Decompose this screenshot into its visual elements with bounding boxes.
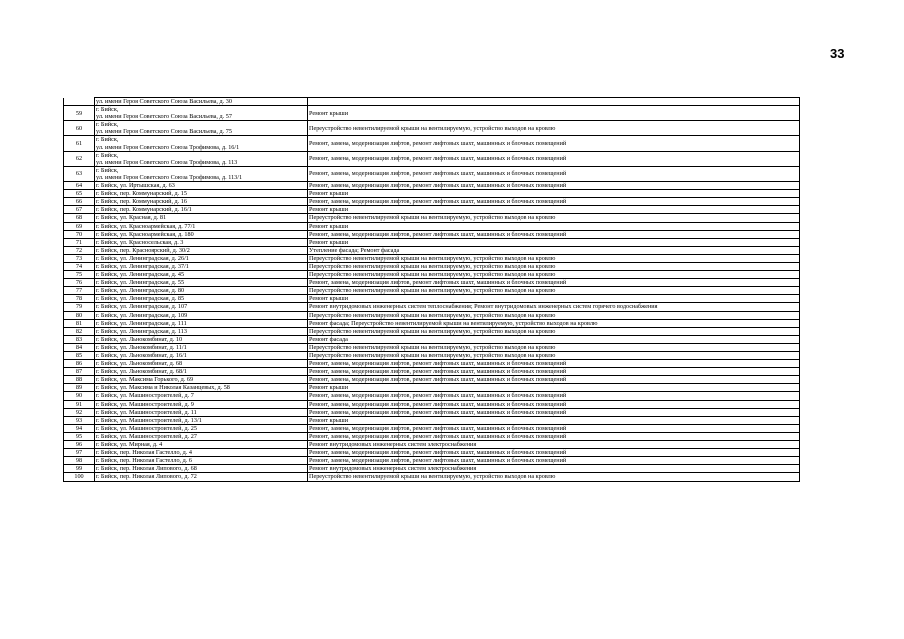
work-type-cell: Переустройство невентилируемой крыши на вентилируемую, устройство выходов на кровлю bbox=[308, 287, 800, 295]
address-line: г. Бийск, ул. Красная, д. 81 bbox=[96, 214, 167, 222]
address-line: ул. имени Героя Советского Союза Васильева, д. 30 bbox=[96, 98, 232, 105]
row-number: 73 bbox=[64, 254, 95, 262]
work-type-cell: Ремонт, замена, модернизация лифтов, ремонт лифтовых шахт, машинных и блочных помещений bbox=[308, 166, 800, 181]
table-row bbox=[64, 352, 800, 360]
table-row bbox=[64, 206, 800, 214]
table-row bbox=[64, 295, 800, 303]
address-cell bbox=[95, 254, 308, 262]
work-type-cell: Ремонт, замена, модернизация лифтов, ремонт лифтовых шахт, машинных и блочных помещений bbox=[308, 151, 800, 166]
row-number: 85 bbox=[64, 352, 95, 360]
row-number: 71 bbox=[64, 238, 95, 246]
row-number: 98 bbox=[64, 457, 95, 465]
repair-registry-table bbox=[63, 97, 800, 482]
address-cell bbox=[95, 198, 308, 206]
row-number: 72 bbox=[64, 246, 95, 254]
address-cell bbox=[95, 352, 308, 360]
table-row bbox=[64, 424, 800, 432]
row-number: 82 bbox=[64, 327, 95, 335]
address-line: г. Бийск, ул. Ленинградская, д. 113 bbox=[96, 327, 187, 335]
row-number: 91 bbox=[64, 400, 95, 408]
address-cell bbox=[95, 279, 308, 287]
address-line: г. Бийск, ул. Ленинградская, д. 80 bbox=[96, 287, 185, 295]
address-line: г. Бийск, bbox=[96, 136, 119, 144]
address-cell bbox=[95, 271, 308, 279]
work-type-cell: Ремонт внутридомовых инженерных систем электроснабжения bbox=[308, 465, 800, 473]
work-type-cell: Ремонт, замена, модернизация лифтов, ремонт лифтовых шахт, машинных и блочных помещений bbox=[308, 198, 800, 206]
table-row bbox=[64, 319, 800, 327]
address-cell bbox=[95, 319, 308, 327]
work-type-cell: Ремонт внутридомовых инженерных систем электроснабжения bbox=[308, 441, 800, 449]
address-line: г. Бийск, пер. Коммунарский, д. 16/1 bbox=[96, 206, 192, 214]
row-number: 92 bbox=[64, 408, 95, 416]
address-line: г. Бийск, пер. Коммунарский, д. 15 bbox=[96, 190, 187, 198]
row-number: 88 bbox=[64, 376, 95, 384]
table-row bbox=[64, 327, 800, 335]
table-row bbox=[64, 279, 800, 287]
work-type-cell: Ремонт фасада bbox=[308, 335, 800, 343]
row-number: 78 bbox=[64, 295, 95, 303]
address-cell bbox=[95, 360, 308, 368]
work-type-cell: Переустройство невентилируемой крыши на вентилируемую, устройство выходов на кровлю bbox=[308, 254, 800, 262]
row-number: 79 bbox=[64, 303, 95, 311]
work-type-cell: Ремонт, замена, модернизация лифтов, ремонт лифтовых шахт, машинных и блочных помещений bbox=[308, 392, 800, 400]
table-row bbox=[64, 262, 800, 270]
address-cell bbox=[95, 335, 308, 343]
address-cell bbox=[95, 206, 308, 214]
address-line: г. Бийск, ул. Ленинградская, д. 45 bbox=[96, 271, 185, 279]
table-row bbox=[64, 441, 800, 449]
row-number: 100 bbox=[64, 473, 95, 481]
address-line: г. Бийск, ул. Красносельская, д. 3 bbox=[96, 238, 184, 246]
address-line: г. Бийск, bbox=[96, 106, 119, 114]
table-row bbox=[64, 343, 800, 351]
work-type-cell: Ремонт крыши bbox=[308, 384, 800, 392]
work-type-cell: Переустройство невентилируемой крыши на вентилируемую, устройство выходов на кровлю bbox=[308, 271, 800, 279]
work-type-cell: Переустройство невентилируемой крыши на вентилируемую, устройство выходов на кровлю bbox=[308, 343, 800, 351]
address-line: г. Бийск, ул. Красноармейская, д. 77/1 bbox=[96, 222, 196, 230]
work-type-cell: Ремонт, замена, модернизация лифтов, ремонт лифтовых шахт, машинных и блочных помещений bbox=[308, 182, 800, 190]
work-type-cell: Переустройство невентилируемой крыши на вентилируемую, устройство выходов на кровлю bbox=[308, 214, 800, 222]
address-line: г. Бийск, ул. Ленинградская, д. 55 bbox=[96, 279, 185, 287]
table-row bbox=[64, 473, 800, 481]
address-line: г. Бийск, пер. Николая Гастелло, д. 4 bbox=[96, 449, 192, 457]
row-number: 65 bbox=[64, 190, 95, 198]
address-cell bbox=[95, 311, 308, 319]
row-number: 68 bbox=[64, 214, 95, 222]
row-number: 76 bbox=[64, 279, 95, 287]
address-line: г. Бийск, ул. Машиностроителей, д. 7 bbox=[96, 392, 194, 400]
row-number: 62 bbox=[64, 151, 95, 166]
address-line: г. Бийск, ул. Ленинградская, д. 37/1 bbox=[96, 262, 189, 270]
row-number: 70 bbox=[64, 230, 95, 238]
address-cell bbox=[95, 408, 308, 416]
work-type-cell: Ремонт, замена, модернизация лифтов, ремонт лифтовых шахт, машинных и блочных помещений bbox=[308, 457, 800, 465]
row-number: 64 bbox=[64, 182, 95, 190]
table-row bbox=[64, 335, 800, 343]
work-type-cell: Ремонт крыши bbox=[308, 295, 800, 303]
work-type-cell: Ремонт, замена, модернизация лифтов, ремонт лифтовых шахт, машинных и блочных помещений bbox=[308, 368, 800, 376]
address-line: ул. имени Героя Советского Союза Васильева, д. 57 bbox=[96, 113, 232, 121]
work-type-cell: Ремонт крыши bbox=[308, 190, 800, 198]
table-row bbox=[64, 121, 800, 136]
address-line: г. Бийск, ул. Максима и Николая Казанцевых, д. 58 bbox=[96, 384, 230, 392]
table-row bbox=[64, 457, 800, 465]
address-line: г. Бийск, ул. Льнокомбинат, д. 68/1 bbox=[96, 368, 187, 376]
work-type-cell: Ремонт фасада; Переустройство невентилируемой крыши на вентилируемую, устройство выходов на кровлю bbox=[308, 319, 800, 327]
row-number: 93 bbox=[64, 416, 95, 424]
table-row bbox=[64, 400, 800, 408]
row-number: 83 bbox=[64, 335, 95, 343]
address-cell bbox=[95, 432, 308, 440]
address-line: ул. имени Героя Советского Союза Трофимова, д. 113 bbox=[96, 158, 238, 166]
table-row bbox=[64, 449, 800, 457]
address-line: г. Бийск, bbox=[96, 166, 119, 174]
address-cell bbox=[95, 166, 308, 181]
address-cell bbox=[95, 190, 308, 198]
row-number: 95 bbox=[64, 432, 95, 440]
row-number: 86 bbox=[64, 360, 95, 368]
address-cell bbox=[95, 106, 308, 121]
row-number: 94 bbox=[64, 424, 95, 432]
table-row bbox=[64, 246, 800, 254]
address-line: г. Бийск, ул. Красноармейская, д. 180 bbox=[96, 230, 194, 238]
address-cell bbox=[95, 424, 308, 432]
table-row bbox=[64, 238, 800, 246]
work-type-cell: Переустройство невентилируемой крыши на вентилируемую, устройство выходов на кровлю bbox=[308, 262, 800, 270]
address-line: г. Бийск, ул. Иртышская, д. 63 bbox=[96, 182, 175, 190]
address-cell bbox=[95, 416, 308, 424]
address-cell bbox=[95, 473, 308, 481]
address-cell bbox=[95, 136, 308, 151]
address-line: г. Бийск, ул. Льнокомбинат, д. 11/1 bbox=[96, 343, 187, 351]
table-row bbox=[64, 287, 800, 295]
address-line: г. Бийск, ул. Мирная, д. 4 bbox=[96, 441, 163, 449]
table-row bbox=[64, 166, 800, 181]
work-type-cell: Переустройство невентилируемой крыши на вентилируемую, устройство выходов на кровлю bbox=[308, 473, 800, 481]
work-type-cell: Ремонт крыши bbox=[308, 416, 800, 424]
table-row bbox=[64, 271, 800, 279]
table-row bbox=[64, 311, 800, 319]
work-type-cell: Утепление фасада; Ремонт фасада bbox=[308, 246, 800, 254]
row-number: 60 bbox=[64, 121, 95, 136]
row-number: 80 bbox=[64, 311, 95, 319]
address-cell bbox=[95, 457, 308, 465]
work-type-cell: Ремонт крыши bbox=[308, 206, 800, 214]
table-row bbox=[64, 230, 800, 238]
work-type-cell: Переустройство невентилируемой крыши на вентилируемую, устройство выходов на кровлю bbox=[308, 352, 800, 360]
table-row bbox=[64, 254, 800, 262]
registry-body bbox=[64, 98, 800, 482]
row-number: 63 bbox=[64, 166, 95, 181]
address-line: г. Бийск, bbox=[96, 121, 119, 129]
row-number: 97 bbox=[64, 449, 95, 457]
work-type-cell: Ремонт внутридомовых инженерных систем теплоснабжения; Ремонт внутридомовых инженерных систем горячего водоснабжения bbox=[308, 303, 800, 311]
work-type-cell: Ремонт крыши bbox=[308, 238, 800, 246]
row-number: 67 bbox=[64, 206, 95, 214]
address-line: г. Бийск, пер. Коммунарский, д. 16 bbox=[96, 198, 187, 206]
address-line: г. Бийск, ул. Ленинградская, д. 109 bbox=[96, 311, 188, 319]
work-type-cell: Ремонт, замена, модернизация лифтов, ремонт лифтовых шахт, машинных и блочных помещений bbox=[308, 432, 800, 440]
table-row bbox=[64, 222, 800, 230]
work-type-cell: Ремонт, замена, модернизация лифтов, ремонт лифтовых шахт, машинных и блочных помещений bbox=[308, 424, 800, 432]
table-row bbox=[64, 214, 800, 222]
address-line: г. Бийск, ул. Льнокомбинат, д. 16/1 bbox=[96, 352, 187, 359]
table-row bbox=[64, 376, 800, 384]
row-number: 87 bbox=[64, 368, 95, 376]
row-number: 84 bbox=[64, 343, 95, 351]
table-row bbox=[64, 136, 800, 151]
table-row bbox=[64, 416, 800, 424]
work-type-cell: Ремонт, замена, модернизация лифтов, ремонт лифтовых шахт, машинных и блочных помещений bbox=[308, 376, 800, 384]
address-cell bbox=[95, 121, 308, 136]
work-type-cell: Ремонт крыши bbox=[308, 106, 800, 121]
address-line: г. Бийск, ул. Ленинградская, д. 107 bbox=[96, 303, 188, 311]
table-row bbox=[64, 384, 800, 392]
row-number: 90 bbox=[64, 392, 95, 400]
table-row bbox=[64, 368, 800, 376]
address-line: г. Бийск, пер. Николая Липового, д. 72 bbox=[96, 473, 197, 481]
address-line: г. Бийск, ул. Ленинградская, д. 85 bbox=[96, 295, 185, 303]
address-cell bbox=[95, 238, 308, 246]
row-number: 66 bbox=[64, 198, 95, 206]
row-number: 75 bbox=[64, 271, 95, 279]
address-cell bbox=[95, 230, 308, 238]
address-cell bbox=[95, 295, 308, 303]
address-cell bbox=[95, 368, 308, 376]
table-row bbox=[64, 98, 800, 106]
row-number: 81 bbox=[64, 319, 95, 327]
address-cell bbox=[95, 441, 308, 449]
address-line: г. Бийск, пер. Николая Гастелло, д. 6 bbox=[96, 457, 192, 465]
address-line: г. Бийск, ул. Ленинградская, д. 111 bbox=[96, 319, 187, 327]
work-type-cell: Переустройство невентилируемой крыши на вентилируемую, устройство выходов на кровлю bbox=[308, 327, 800, 335]
table-row bbox=[64, 392, 800, 400]
row-number: 99 bbox=[64, 465, 95, 473]
row-number bbox=[64, 98, 95, 106]
table-row bbox=[64, 182, 800, 190]
address-line: г. Бийск, ул. Машиностроителей, д. 25 bbox=[96, 424, 197, 432]
address-line: г. Бийск, пер. Красноярский, д. 30/2 bbox=[96, 246, 190, 254]
row-number: 89 bbox=[64, 384, 95, 392]
table-row bbox=[64, 190, 800, 198]
address-line: ул. имени Героя Советского Союза Васильева, д. 75 bbox=[96, 128, 232, 136]
table-row bbox=[64, 303, 800, 311]
address-line: г. Бийск, ул. Машиностроителей, д. 11 bbox=[96, 408, 197, 416]
work-type-cell: Ремонт, замена, модернизация лифтов, ремонт лифтовых шахт, машинных и блочных помещений bbox=[308, 230, 800, 238]
table-row bbox=[64, 360, 800, 368]
address-line: ул. имени Героя Советского Союза Трофимова, д. 113/1 bbox=[96, 173, 243, 181]
table-row bbox=[64, 198, 800, 206]
address-cell bbox=[95, 303, 308, 311]
address-line: г. Бийск, ул. Машиностроителей, д. 9 bbox=[96, 400, 194, 408]
table-row bbox=[64, 106, 800, 121]
row-number: 69 bbox=[64, 222, 95, 230]
address-line: г. Бийск, bbox=[96, 151, 119, 159]
address-cell bbox=[95, 376, 308, 384]
work-type-cell: Переустройство невентилируемой крыши на вентилируемую, устройство выходов на кровлю bbox=[308, 311, 800, 319]
work-type-cell: Переустройство невентилируемой крыши на вентилируемую, устройство выходов на кровлю bbox=[308, 121, 800, 136]
table-row bbox=[64, 432, 800, 440]
address-line: г. Бийск, ул. Максима Горького, д. 69 bbox=[96, 376, 194, 384]
address-cell bbox=[95, 392, 308, 400]
work-type-cell bbox=[308, 98, 800, 106]
row-number: 77 bbox=[64, 287, 95, 295]
address-cell bbox=[95, 343, 308, 351]
work-type-cell: Ремонт, замена, модернизация лифтов, ремонт лифтовых шахт, машинных и блочных помещений bbox=[308, 449, 800, 457]
address-cell bbox=[95, 98, 308, 106]
address-cell bbox=[95, 384, 308, 392]
page-number: 33 bbox=[830, 46, 845, 61]
address-line: г. Бийск, пер. Николая Липового, д. 68 bbox=[96, 465, 197, 473]
address-cell bbox=[95, 182, 308, 190]
row-number: 59 bbox=[64, 106, 95, 121]
address-cell bbox=[95, 287, 308, 295]
row-number: 96 bbox=[64, 441, 95, 449]
row-number: 74 bbox=[64, 262, 95, 270]
address-line: г. Бийск, ул. Машиностроителей, д. 27 bbox=[96, 432, 197, 440]
address-cell bbox=[95, 449, 308, 457]
address-line: г. Бийск, ул. Машиностроителей, д. 13/1 bbox=[96, 416, 202, 424]
address-cell bbox=[95, 214, 308, 222]
address-line: г. Бийск, ул. Льнокомбинат, д. 68 bbox=[96, 360, 183, 368]
row-number: 61 bbox=[64, 136, 95, 151]
work-type-cell: Ремонт крыши bbox=[308, 222, 800, 230]
table-row bbox=[64, 151, 800, 166]
table-row bbox=[64, 408, 800, 416]
address-line: ул. имени Героя Советского Союза Трофимова, д. 16/1 bbox=[96, 143, 240, 151]
work-type-cell: Ремонт, замена, модернизация лифтов, ремонт лифтовых шахт, машинных и блочных помещений bbox=[308, 400, 800, 408]
work-type-cell: Ремонт, замена, модернизация лифтов, ремонт лифтовых шахт, машинных и блочных помещений bbox=[308, 360, 800, 368]
address-cell bbox=[95, 222, 308, 230]
address-cell bbox=[95, 246, 308, 254]
work-type-cell: Ремонт, замена, модернизация лифтов, ремонт лифтовых шахт, машинных и блочных помещений bbox=[308, 279, 800, 287]
address-cell bbox=[95, 400, 308, 408]
address-cell bbox=[95, 327, 308, 335]
address-line: г. Бийск, ул. Ленинградская, д. 26/1 bbox=[96, 254, 189, 262]
address-cell bbox=[95, 151, 308, 166]
address-cell bbox=[95, 465, 308, 473]
address-line: г. Бийск, ул. Льнокомбинат, д. 10 bbox=[96, 335, 183, 343]
work-type-cell: Ремонт, замена, модернизация лифтов, ремонт лифтовых шахт, машинных и блочных помещений bbox=[308, 408, 800, 416]
table-row bbox=[64, 465, 800, 473]
address-cell bbox=[95, 262, 308, 270]
work-type-cell: Ремонт, замена, модернизация лифтов, ремонт лифтовых шахт, машинных и блочных помещений bbox=[308, 136, 800, 151]
